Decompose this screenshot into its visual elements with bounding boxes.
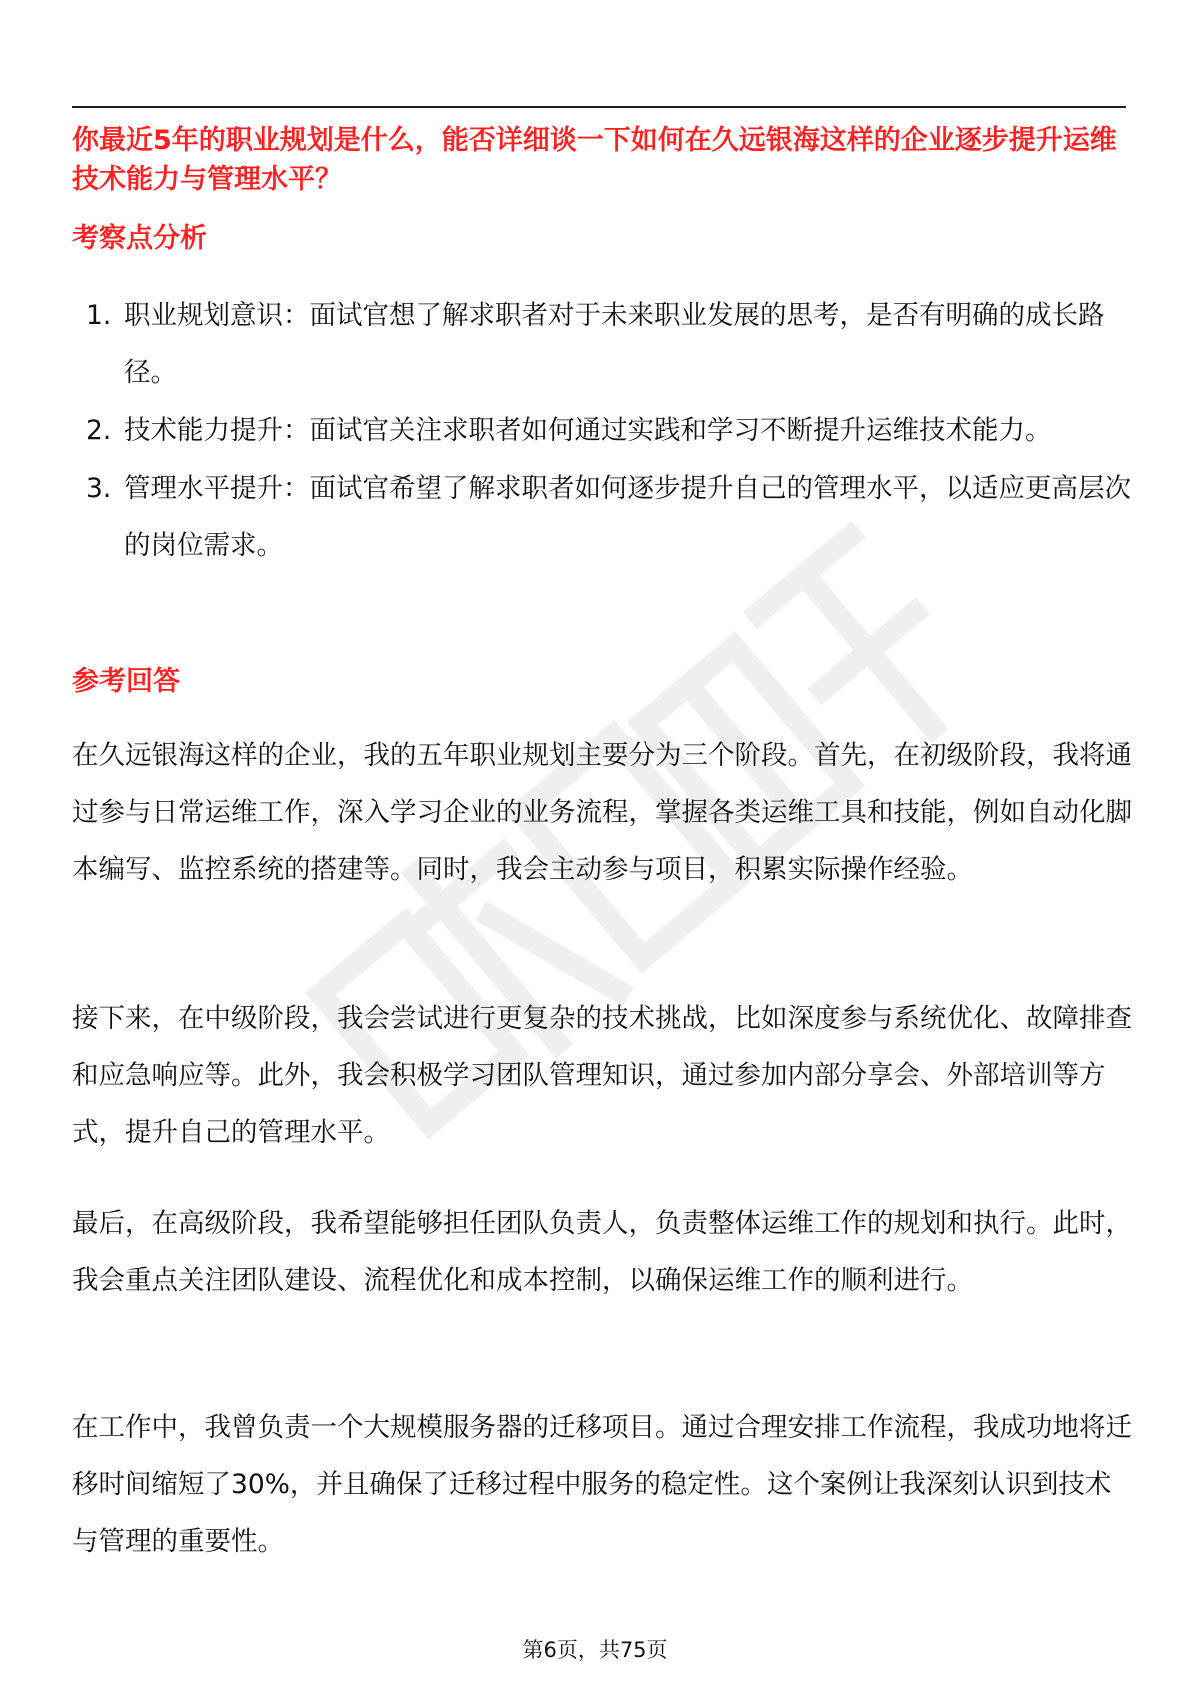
list-item-text: 技术能力提升：面试官关注求职者如何通过实践和学习不断提升运维技术能力。 (124, 415, 1052, 446)
analysis-list (72, 287, 1132, 575)
list-number: 2. (86, 415, 112, 446)
question-title: 你最近5年的职业规划是什么，能否详细谈一下如何在久远银海这样的企业逐步提升运维技术能力与管理水平？ (72, 125, 1117, 195)
answer-paragraph: 接下来，在中级阶段，我会尝试进行更复杂的技术挑战，比如深度参与系统优化、故障排查和应急响应等。此外，我会积极学习团队管理知识，通过参加内部分享会、外部培训等方式，提升自己的管理水平。 (72, 1003, 1132, 1148)
list-number: 1. (86, 300, 112, 331)
page-number: 第6页，共75页 (522, 1638, 668, 1662)
list-number: 3. (86, 473, 112, 504)
answer-paragraph: 在久远银海这样的企业，我的五年职业规划主要分为三个阶段。首先，在初级阶段，我将通过参与日常运维工作，深入学习企业的业务流程，掌握各类运维工具和技能，例如自动化脚本编写、监控系统的搭建等。同时，我会主动参与项目，积累实际操作经验。 (72, 740, 1132, 885)
list-item (72, 287, 1132, 401)
list-item (72, 460, 1132, 574)
list-item-text: 管理水平提升：面试官希望了解求职者如何逐步提升自己的管理水平，以适应更高层次的岗位需求。 (124, 473, 1131, 561)
list-item (72, 402, 1132, 459)
list-item-text: 职业规划意识：面试官想了解求职者对于未来职业发展的思考，是否有明确的成长路径。 (124, 300, 1105, 388)
answer-paragraph: 最后，在高级阶段，我希望能够担任团队负责人，负责整体运维工作的规划和执行。此时，我会重点关注团队建设、流程优化和成本控制，以确保运维工作的顺利进行。 (72, 1208, 1132, 1296)
top-divider (72, 106, 1126, 108)
analysis-heading: 考察点分析 (72, 223, 207, 254)
answer-paragraph: 在工作中，我曾负责一个大规模服务器的迁移项目。通过合理安排工作流程，我成功地将迁移时间缩短了30%，并且确保了迁移过程中服务的稳定性。这个案例让我深刻认识到技术与管理的重要性。 (72, 1412, 1132, 1557)
answer-heading: 参考回答 (72, 666, 180, 697)
